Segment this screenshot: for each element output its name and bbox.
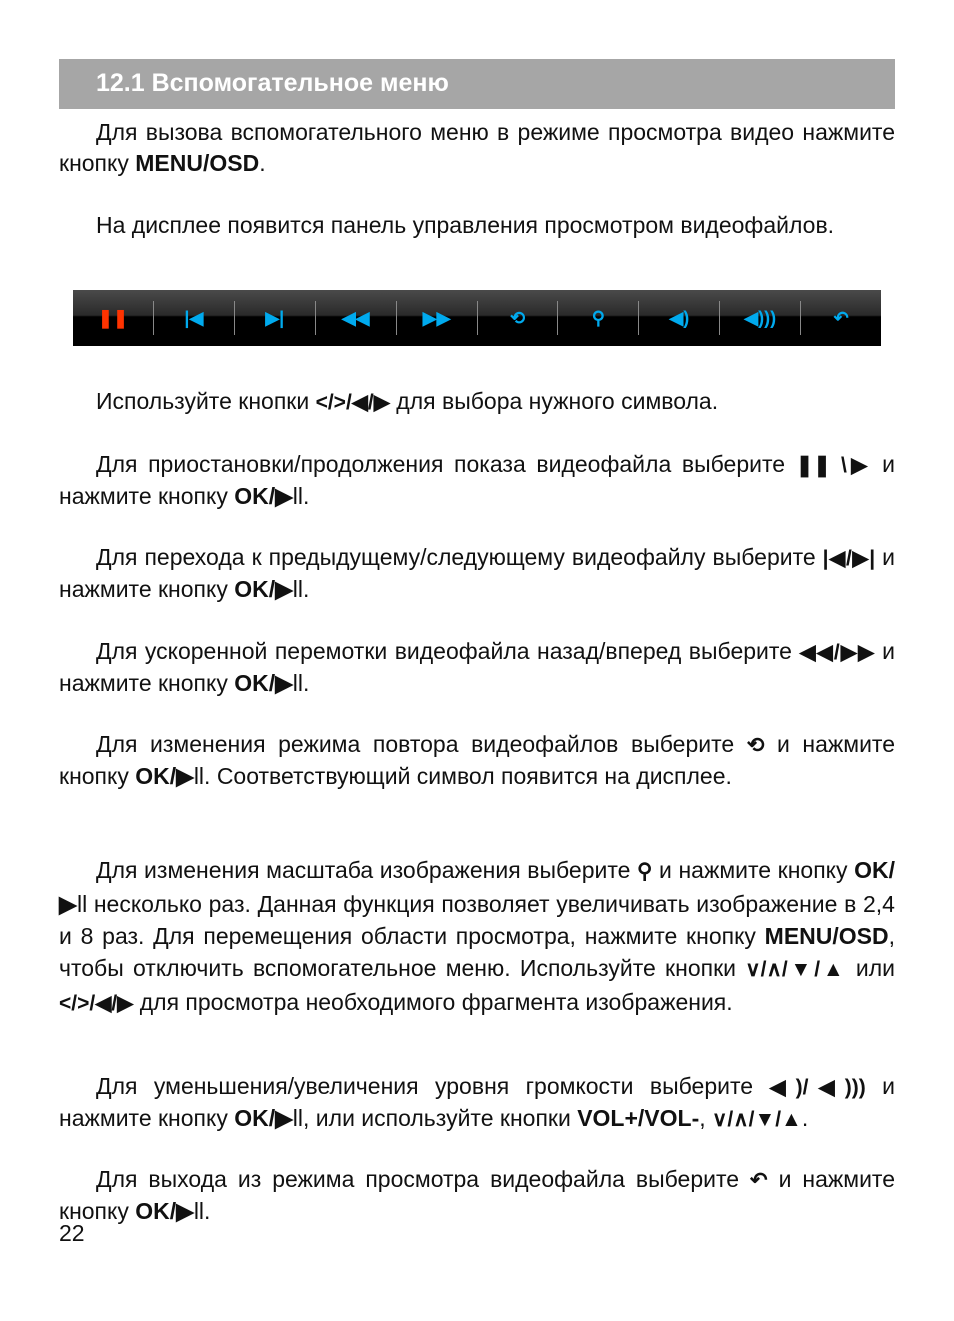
paragraph-menu-call (59, 117, 895, 179)
text: ll. Соответствующий символ появится на дисплее. (193, 763, 732, 789)
vol-keys: VOL+/VOL- (577, 1105, 700, 1131)
text: ll. (292, 670, 310, 696)
text: . (259, 150, 266, 176)
zoom-icon[interactable]: ⚲ (558, 301, 639, 335)
paragraph-prev-next (59, 542, 895, 605)
pause-play-icon: ❚❚ \▶ (795, 454, 872, 477)
text: Для приостановки/продолжения показа видеофайла выберите (96, 451, 796, 477)
text: Для вызова вспомогательного меню в режиме просмотра видео нажмите кнопку (59, 119, 895, 176)
text: для просмотра необходимого фрагмента изображения. (133, 989, 733, 1015)
ok-key: OK/▶ (135, 1198, 194, 1224)
text: или (846, 955, 895, 981)
paragraph-pause (59, 449, 895, 512)
text: и нажмите кнопку (652, 857, 855, 883)
rewind-forward-icon: ◀◀/▶▶ (799, 641, 883, 664)
ok-key: OK/▶ (234, 483, 293, 509)
text: Для ускоренной перемотки видеофайла назад/вперед выберите (96, 638, 800, 664)
text: и нажмите кнопку (59, 1166, 895, 1224)
text: Для уменьшения/увеличения уровня громкости выберите (96, 1073, 770, 1099)
return-icon[interactable]: ↶ (833, 308, 849, 328)
paragraph-navigation (59, 386, 895, 418)
volume-up-icon[interactable]: ◀))) (720, 301, 801, 335)
repeat-icon[interactable]: ⟲ (478, 301, 559, 335)
text: и нажмите кнопку (59, 451, 895, 509)
video-control-panel (73, 290, 881, 346)
repeat-icon: ⟲ (746, 734, 765, 757)
prev-next-icon: |◀/▶| (822, 547, 876, 570)
text: ll. (193, 1198, 211, 1224)
paragraph-rewind (59, 636, 895, 699)
volume-down-icon[interactable]: ◀) (639, 301, 720, 335)
paragraph-volume: Для уменьшения/увеличения уровня громкости выберите ◀)/◀))) и нажмите кнопку OK/▶ll, или используйте кнопки VOL+/VOL-, ∨/∧/▼/▲. (59, 1073, 895, 1131)
volume-icon: ◀)/◀))) (769, 1076, 866, 1099)
text: и нажмите кнопку (59, 544, 895, 602)
text: ll, или используйте кнопки (292, 1105, 578, 1131)
text: ll несколько раз. Данная функция позволяет увеличивать изображение в 2,4 и 8 раз. Для перемещения области просмотра, нажмите кнопку (59, 891, 895, 949)
text: Для перехода к предыдущему/следующему видеофайлу выберите (96, 544, 823, 570)
paragraph-panel: На дисплее появится панель управления просмотром видеофайлов. (96, 212, 835, 238)
ok-key: OK/▶ (234, 576, 293, 602)
text: ll. (292, 483, 310, 509)
ok-key: OK/▶ (135, 763, 194, 789)
paragraph-zoom (59, 854, 895, 1020)
arrow-keys-icon: </>/◀/▶ (59, 992, 134, 1015)
prev-icon[interactable]: |◀ (154, 301, 235, 335)
paragraph-repeat (59, 729, 895, 792)
text: и нажмите кнопку (59, 638, 895, 696)
text: Используйте кнопки (96, 388, 316, 414)
text: Для выхода из режима просмотра видеофайла выберите (96, 1166, 750, 1192)
return-icon: ↶ (750, 1169, 768, 1192)
pause-icon[interactable]: ❚❚ (73, 301, 154, 335)
rewind-icon[interactable]: ◀◀ (316, 301, 397, 335)
text: ll. (292, 576, 310, 602)
zoom-icon: ⚲ (637, 860, 653, 883)
text: и нажмите кнопку (59, 731, 895, 789)
up-down-icon: ∨/∧/▼/▲ (712, 1108, 802, 1131)
fast-forward-icon[interactable]: ▶▶ (397, 301, 478, 335)
text: для выбора нужного символа. (389, 388, 719, 414)
ok-key: OK/▶ (234, 1105, 293, 1131)
ok-key: OK/▶ (59, 857, 895, 917)
page-number: 22 (59, 1220, 85, 1246)
up-down-icon: ∨/∧/▼/▲ (745, 958, 847, 981)
text: Для изменения масштаба изображения выберите (96, 857, 638, 883)
paragraph-exit (59, 1164, 895, 1227)
menu-osd-key: MENU/OSD (135, 150, 260, 176)
ok-key: OK/▶ (234, 670, 293, 696)
section-title: 12.1 Вспомогательное меню (96, 69, 449, 97)
arrow-keys-icon: </>/◀/▶ (315, 391, 390, 414)
section-header (59, 59, 895, 109)
next-icon[interactable]: ▶| (235, 301, 316, 335)
menu-osd-key: MENU/OSD (764, 923, 889, 949)
text: и нажмите кнопку (59, 1073, 895, 1131)
text: Для изменения режима повтора видеофайлов выберите (96, 731, 747, 757)
text: , чтобы отключить вспомогательное меню. Используйте кнопки (59, 923, 895, 981)
text: , (699, 1105, 713, 1131)
